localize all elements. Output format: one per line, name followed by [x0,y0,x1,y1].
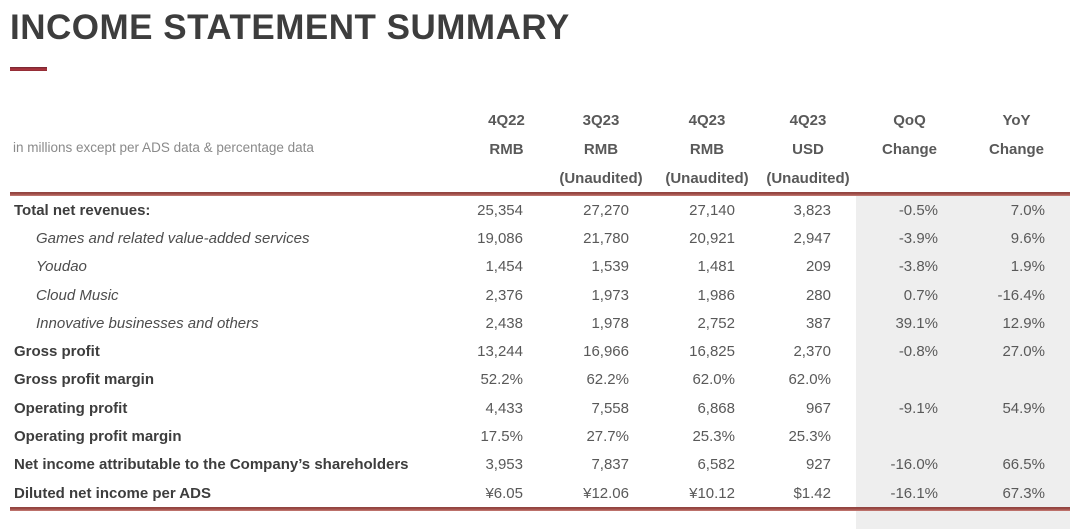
table-row [10,253,1070,281]
cell-qoq-change: -0.5% [898,201,938,219]
column-unaudited-note: (Unaudited) [559,170,643,187]
cell-qoq-change: -0.8% [898,343,938,361]
cell-4q22-rmb: 17.5% [480,428,523,446]
column-unaudited-note [856,164,963,193]
cell-4q23-rmb: 1,481 [697,258,735,276]
cell-4q22-rmb: 52.2% [480,371,523,389]
row-label: Youdao [36,258,87,276]
table-subtitle: in millions except per ADS data & percentage data [13,140,314,155]
row-label: Operating profit [14,399,128,417]
row-label: Games and related value-added services [36,229,310,247]
table-row [10,309,1070,337]
cell-3q23-rmb: 27.7% [586,428,629,446]
cell-4q23-rmb: 62.0% [692,371,735,389]
column-header [963,106,1070,193]
cell-4q23-rmb: 20,921 [689,229,735,247]
cell-qoq-change: -9.1% [898,399,938,417]
cell-3q23-rmb: 27,270 [583,201,629,219]
table-row [10,281,1070,309]
cell-3q23-rmb: ¥12.06 [583,484,629,502]
cell-4q23-usd: 209 [805,258,831,276]
table-row [10,337,1070,365]
table-row [10,479,1070,507]
cell-4q23-usd: 62.0% [788,371,831,389]
table-row [10,451,1070,479]
cell-4q22-rmb: 2,376 [485,286,523,304]
table-row [10,224,1070,252]
income-statement-table [10,96,1070,511]
bottom-rule [10,507,1070,511]
cell-qoq-change: -3.8% [898,258,938,276]
cell-4q23-rmb: 2,752 [697,314,735,332]
cell-yoy-change: 66.5% [1002,456,1045,474]
title-underline [10,67,47,71]
cell-4q23-rmb: 16,825 [689,343,735,361]
column-header [654,106,760,193]
cell-4q23-usd: 967 [805,399,831,417]
cell-4q23-rmb: 27,140 [689,201,735,219]
column-period-label: 4Q23 [688,112,726,129]
column-header [465,106,548,193]
cell-3q23-rmb: 1,978 [591,314,629,332]
cell-4q23-rmb: 6,582 [697,456,735,474]
cell-4q23-rmb: 25.3% [692,428,735,446]
cell-4q23-rmb: ¥10.12 [689,484,735,502]
cell-4q23-usd: 3,823 [793,201,831,219]
cell-qoq-change: 0.7% [903,286,938,304]
column-currency-label: Change [988,141,1044,158]
table-row [10,394,1070,422]
table-row [10,422,1070,450]
cell-yoy-change: 27.0% [1002,343,1045,361]
column-header [856,106,963,193]
row-label: Diluted net income per ADS [14,484,211,502]
cell-yoy-change: -16.4% [997,286,1045,304]
row-label: Innovative businesses and others [36,314,259,332]
cell-3q23-rmb: 7,837 [591,456,629,474]
header-divider-rule [10,192,1070,196]
cell-4q22-rmb: 2,438 [485,314,523,332]
cell-3q23-rmb: 1,973 [591,286,629,304]
row-label: Net income attributable to the Company’s shareholders [14,456,409,474]
cell-4q22-rmb: 3,953 [485,456,523,474]
cell-3q23-rmb: 21,780 [583,229,629,247]
cell-qoq-change: 39.1% [895,314,938,332]
cell-4q22-rmb: 13,244 [477,343,523,361]
column-period-label: 4Q23 [789,112,827,129]
cell-yoy-change: 12.9% [1002,314,1045,332]
column-unaudited-note [963,164,1070,193]
row-label: Operating profit margin [14,428,182,446]
cell-yoy-change: 54.9% [1002,399,1045,417]
cell-4q22-rmb: ¥6.05 [485,484,523,502]
cell-yoy-change: 1.9% [1010,258,1045,276]
cell-4q23-rmb: 1,986 [697,286,735,304]
cell-4q23-rmb: 6,868 [697,399,735,417]
column-currency-label: RMB [689,141,725,158]
cell-qoq-change: -16.0% [890,456,938,474]
column-period-label: YoY [1002,112,1031,129]
row-label: Cloud Music [36,286,119,304]
cell-4q23-usd: 927 [805,456,831,474]
cell-4q22-rmb: 25,354 [477,201,523,219]
cell-4q23-usd: 2,370 [793,343,831,361]
column-period-label: 3Q23 [582,112,620,129]
row-label: Gross profit margin [14,371,155,389]
cell-qoq-change: -3.9% [898,229,938,247]
cell-yoy-change: 7.0% [1010,201,1045,219]
column-currency-label: RMB [583,141,619,158]
cell-yoy-change: 9.6% [1010,229,1045,247]
table-subtitle-cell [10,106,465,193]
cell-4q23-usd: 2,947 [793,229,831,247]
column-header [760,106,856,193]
cell-4q23-usd: 25.3% [788,428,831,446]
cell-yoy-change: 67.3% [1002,484,1045,502]
cell-3q23-rmb: 16,966 [583,343,629,361]
column-unaudited-note [465,164,548,193]
column-unaudited-note: (Unaudited) [766,170,850,187]
cell-4q23-usd: $1.42 [793,484,831,502]
column-currency-label: Change [881,141,937,158]
cell-4q22-rmb: 19,086 [477,229,523,247]
cell-qoq-change: -16.1% [890,484,938,502]
cell-4q23-usd: 280 [805,286,831,304]
column-period-label: 4Q22 [488,112,525,129]
cell-4q22-rmb: 1,454 [485,258,523,276]
cell-3q23-rmb: 62.2% [586,371,629,389]
cell-3q23-rmb: 7,558 [591,399,629,417]
column-currency-label: USD [792,141,824,158]
row-label: Gross profit [14,343,100,361]
column-header [548,106,654,193]
cell-4q22-rmb: 4,433 [485,399,523,417]
column-period-label: QoQ [893,112,926,129]
table-row [10,196,1070,224]
column-unaudited-note: (Unaudited) [665,170,749,187]
cell-4q23-usd: 387 [805,314,831,332]
column-currency-label: RMB [489,141,524,158]
table-header-row [10,96,1070,192]
table-row [10,366,1070,394]
cell-3q23-rmb: 1,539 [591,258,629,276]
row-label: Total net revenues: [14,201,151,219]
table-body [10,196,1070,507]
page-title: INCOME STATEMENT SUMMARY [10,8,570,47]
